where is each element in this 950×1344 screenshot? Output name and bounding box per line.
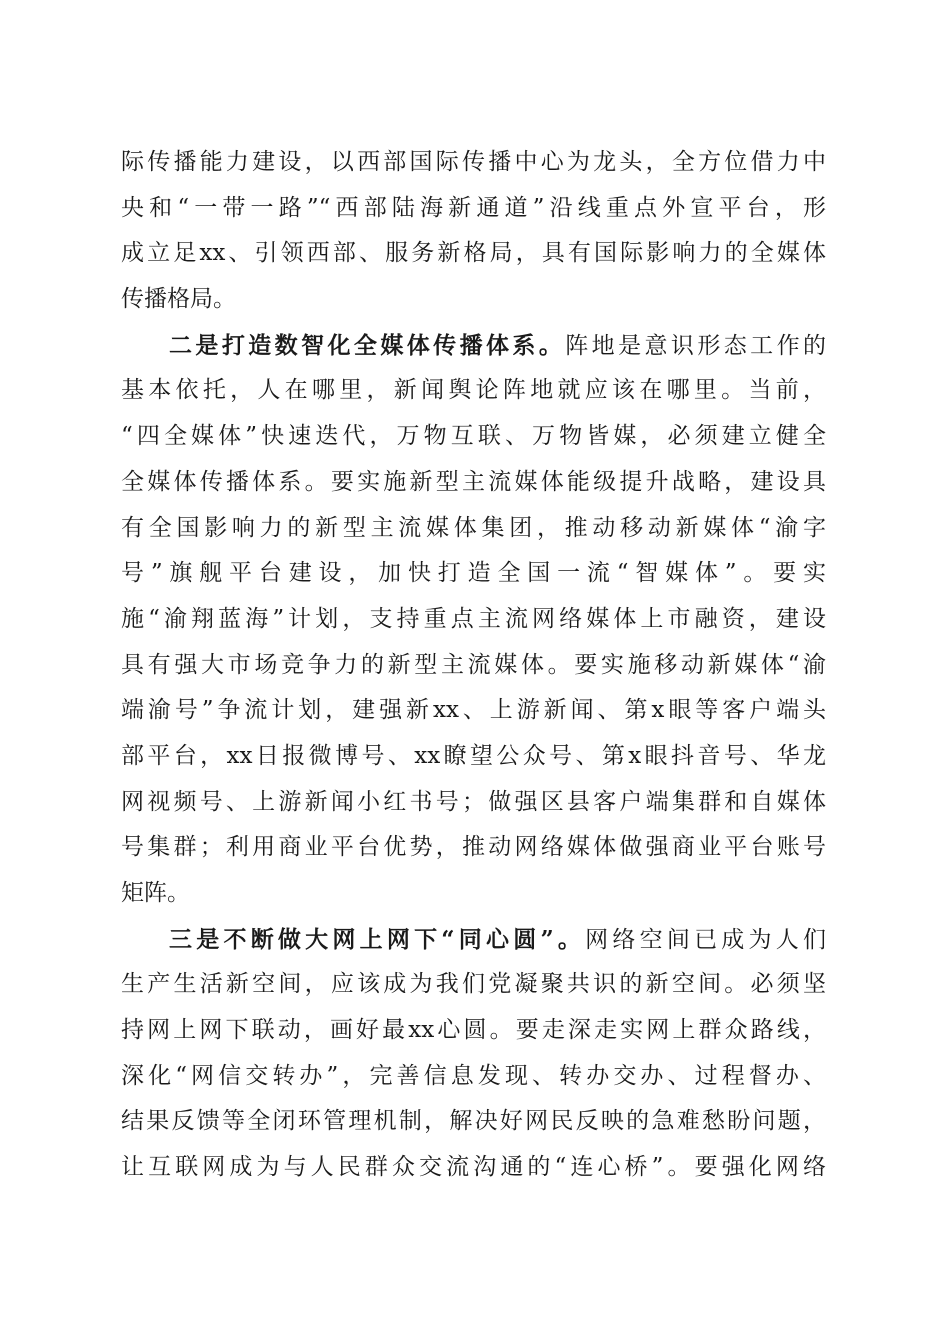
text-line: 号”旗舰平台建设，加快打造全国一流“智媒体”。要实 [121,560,826,587]
text-line: 号集群；利用商业平台优势，推动网络媒体做强商业平台账号 [121,834,826,861]
paragraph-lead-heading: 三是不断做大网上网下“同心圆”。 [169,925,586,953]
text-line: 全媒体传播体系。要实施新型主流媒体能级提升战略，建设具 [121,468,826,495]
text-line [121,323,826,369]
text-line: 有全国影响力的新型主流媒体集团，推动移动新媒体“渝字 [121,514,826,541]
text-line: 具有强大市场竞争力的新型主流媒体。要实施移动新媒体“渝 [121,651,826,678]
text-line: 施“渝翔蓝海”计划，支持重点主流网络媒体上市融资，建设 [121,605,826,632]
text-line: 持网上网下联动，画好最xx心圆。要走深走实网上群众路线， [121,1017,826,1044]
text-line: 基本依托，人在哪里，新闻舆论阵地就应该在哪里。当前， [121,377,826,404]
text-line: 生产生活新空间，应该成为我们党凝聚共识的新空间。必须坚 [121,971,826,998]
text-line: 成立足xx、引领西部、服务新格局，具有国际影响力的全媒体 [121,240,826,267]
text-line: 结果反馈等全闭环管理机制，解决好网民反映的急难愁盼问题， [121,1108,826,1135]
paragraph-text: 阵地是意识形态工作的 [565,332,827,359]
text-line: 部平台，xx日报微博号、xx瞭望公众号、第x眼抖音号、华龙 [121,742,826,769]
text-line: 深化“网信交转办”，完善信息发现、转办交办、过程督办、 [121,1062,826,1089]
document-body [121,140,826,1191]
text-line: 让互联网成为与人民群众交流沟通的“连心桥”。要强化网络 [121,1154,826,1181]
text-line: 端渝号”争流计划，建强新xx、上游新闻、第x眼等客户端头 [121,697,826,724]
text-line: 矩阵。 [121,880,190,906]
paragraph-lead-heading: 二是打造数智化全媒体传播体系。 [169,331,566,359]
text-line: 网视频号、上游新闻小红书号；做强区县客户端集群和自媒体 [121,788,826,815]
text-line: 央和“一带一路”“西部陆海新通道”沿线重点外宣平台，形 [121,194,826,221]
text-line: “四全媒体”快速迭代，万物互联、万物皆媒，必须建立健全 [121,423,826,450]
text-line: 际传播能力建设，以西部国际传播中心为龙头，全方位借力中 [121,149,826,175]
paragraph-3 [121,917,826,1191]
text-line: 传播格局。 [121,286,236,313]
paragraph-2 [121,323,826,917]
paragraph-1 [121,140,826,323]
text-line [121,917,826,963]
paragraph-text: 网络空间已成为人们 [585,926,826,953]
